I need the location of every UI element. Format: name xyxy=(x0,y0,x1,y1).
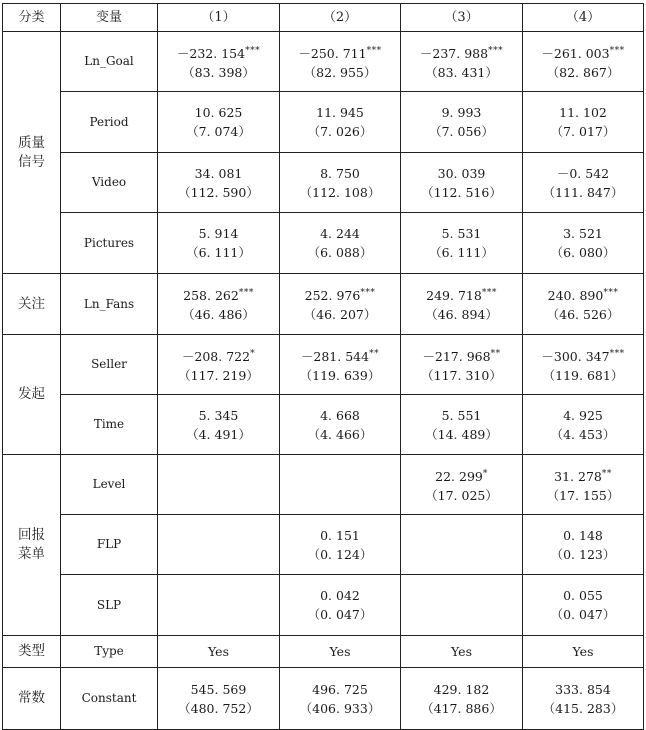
std-error: （82. 867） xyxy=(546,64,620,80)
cell-value xyxy=(158,274,280,335)
cell-value: Yes xyxy=(158,636,280,668)
coef: －208. 722 xyxy=(181,348,251,364)
cell-value xyxy=(280,668,401,730)
coef: －281. 544 xyxy=(300,348,370,364)
cell-value xyxy=(523,213,644,274)
cell-value xyxy=(158,335,280,395)
cell-empty xyxy=(158,575,280,636)
coef: 496. 725 xyxy=(312,681,368,697)
cell-value xyxy=(280,395,401,455)
cell-empty xyxy=(158,455,280,515)
coef: 30. 039 xyxy=(437,165,486,181)
variable-name: Level xyxy=(61,455,158,515)
std-error: （46. 894） xyxy=(425,307,498,322)
std-error: （0. 123） xyxy=(550,546,616,562)
cell-value xyxy=(280,32,401,92)
table-row xyxy=(3,335,644,395)
sig-stars: * xyxy=(482,468,488,479)
cell-value xyxy=(523,455,644,515)
std-error: （6. 088） xyxy=(307,245,373,260)
std-error: （480. 752） xyxy=(178,700,259,716)
header-category: 分类 xyxy=(3,4,61,32)
std-error: （4. 453） xyxy=(550,426,616,442)
variable-name: Pictures xyxy=(61,213,158,274)
category-label: 回报菜单 xyxy=(18,527,45,562)
variable-name: Ln_Goal xyxy=(61,32,158,92)
coef: 4. 244 xyxy=(320,226,360,241)
sig-stars: * xyxy=(250,348,256,359)
sig-stars: *** xyxy=(238,288,254,298)
coef: 31. 278 xyxy=(554,468,602,484)
cell-value xyxy=(280,213,401,274)
header-col1: （1） xyxy=(158,4,280,32)
cell-value xyxy=(523,92,644,153)
coef: 0. 148 xyxy=(563,527,603,543)
sig-stars: ** xyxy=(369,348,380,359)
std-error: （0. 047） xyxy=(307,607,373,622)
cell-value xyxy=(401,668,523,730)
std-error: （4. 466） xyxy=(307,426,373,442)
category-quality-signal xyxy=(3,32,61,274)
sig-stars: *** xyxy=(609,348,625,359)
coef: 429. 182 xyxy=(433,681,490,697)
cell-empty xyxy=(280,455,401,515)
std-error: （112. 590） xyxy=(178,184,259,200)
std-error: （6. 080） xyxy=(550,245,616,260)
std-error: （415. 283） xyxy=(542,700,624,716)
coef: －0. 542 xyxy=(556,165,610,181)
coef: －261. 003 xyxy=(541,45,610,61)
coef: 11. 945 xyxy=(316,105,364,120)
cell-value xyxy=(401,335,523,395)
coef: －217. 968 xyxy=(422,348,491,364)
coef: 9. 993 xyxy=(441,105,482,120)
coef: 3. 521 xyxy=(563,226,603,241)
category-initiator: 发起 xyxy=(3,335,61,455)
table-row xyxy=(3,668,644,730)
cell-value xyxy=(401,153,523,213)
cell-value xyxy=(401,32,523,92)
std-error: （46. 486） xyxy=(182,307,255,322)
std-error: （0. 124） xyxy=(307,546,373,562)
std-error: （17. 025） xyxy=(425,487,498,503)
cell-value: Yes xyxy=(401,636,523,668)
std-error: （83. 431） xyxy=(425,64,498,80)
variable-name: FLP xyxy=(61,515,158,575)
std-error: （46. 207） xyxy=(303,307,377,322)
table-row xyxy=(3,575,644,636)
sig-stars: ** xyxy=(601,468,612,479)
sig-stars: *** xyxy=(245,45,261,56)
cell-value xyxy=(158,153,280,213)
variable-name: Video xyxy=(61,153,158,213)
std-error: （7. 017） xyxy=(550,124,616,139)
variable-name: Period xyxy=(61,92,158,153)
cell-value xyxy=(280,335,401,395)
cell-empty xyxy=(401,575,523,636)
std-error: （6. 111） xyxy=(429,245,494,260)
coef: －237. 988 xyxy=(419,45,489,61)
coef: 8. 750 xyxy=(320,165,360,181)
cell-value xyxy=(280,92,401,153)
cell-value xyxy=(523,395,644,455)
coef: 252. 976 xyxy=(304,288,361,303)
cell-value xyxy=(523,335,644,395)
coef: 5. 531 xyxy=(441,226,482,241)
cell-value xyxy=(280,274,401,335)
cell-value xyxy=(158,92,280,153)
std-error: （111. 847） xyxy=(542,184,624,200)
cell-value xyxy=(523,515,644,575)
std-error: （406. 933） xyxy=(299,700,381,716)
header-variable: 变量 xyxy=(61,4,158,32)
coef: －300. 347 xyxy=(541,348,610,364)
std-error: （6. 111） xyxy=(186,245,251,260)
coef: －232. 154 xyxy=(176,45,246,61)
cell-value xyxy=(158,668,280,730)
coef: －250. 711 xyxy=(298,45,367,61)
std-error: （83. 398） xyxy=(182,64,255,80)
coef: 258. 262 xyxy=(183,288,239,303)
cell-value xyxy=(401,395,523,455)
coef: 0. 151 xyxy=(320,527,360,543)
sig-stars: *** xyxy=(481,288,497,298)
cell-value xyxy=(401,274,523,335)
coef: 4. 925 xyxy=(563,407,603,423)
table-row xyxy=(3,153,644,213)
std-error: （17. 155） xyxy=(546,487,620,503)
std-error: （119. 681） xyxy=(542,367,624,383)
cell-empty xyxy=(158,515,280,575)
header-col3: （3） xyxy=(401,4,523,32)
variable-name: Type xyxy=(61,636,158,668)
variable-name: Seller xyxy=(61,335,158,395)
std-error: （0. 047） xyxy=(550,607,616,622)
coef: 11. 102 xyxy=(559,105,607,120)
variable-name: Ln_Fans xyxy=(61,274,158,335)
std-error: （4. 491） xyxy=(186,426,251,442)
cell-value xyxy=(158,395,280,455)
coef: 10. 625 xyxy=(194,105,243,120)
coef: 0. 042 xyxy=(320,588,360,603)
header-col2: （2） xyxy=(280,4,401,32)
cell-value xyxy=(523,32,644,92)
regression-table xyxy=(2,3,644,730)
coef: 4. 668 xyxy=(320,407,360,423)
header-row xyxy=(3,4,644,32)
coef: 0. 055 xyxy=(563,588,603,603)
coef: 240. 890 xyxy=(547,288,604,303)
sig-stars: *** xyxy=(360,288,376,298)
category-label: 质量信号 xyxy=(18,134,45,170)
coef: 545. 569 xyxy=(190,681,247,697)
cell-value xyxy=(158,213,280,274)
cell-value xyxy=(523,575,644,636)
std-error: （7. 056） xyxy=(429,124,494,139)
coef: 34. 081 xyxy=(194,165,243,181)
cell-value xyxy=(280,575,401,636)
coef: 5. 914 xyxy=(198,226,239,241)
variable-name: Constant xyxy=(61,668,158,730)
table-row xyxy=(3,455,644,515)
std-error: （46. 526） xyxy=(546,307,620,322)
cell-value xyxy=(158,32,280,92)
category-reward-menu xyxy=(3,455,61,636)
std-error: （417. 886） xyxy=(421,700,502,716)
cell-value xyxy=(523,668,644,730)
table-row xyxy=(3,274,644,335)
coef: 249. 718 xyxy=(426,288,482,303)
std-error: （7. 074） xyxy=(186,124,251,139)
cell-value xyxy=(401,455,523,515)
coef: 22. 299 xyxy=(435,468,483,484)
category-constant: 常数 xyxy=(3,668,61,730)
coef: 5. 345 xyxy=(198,407,239,423)
cell-value: Yes xyxy=(523,636,644,668)
table-row xyxy=(3,515,644,575)
std-error: （112. 108） xyxy=(299,184,381,200)
std-error: （14. 489） xyxy=(425,426,498,442)
table-row xyxy=(3,636,644,668)
coef: 5. 551 xyxy=(441,407,482,423)
std-error: （7. 026） xyxy=(307,124,373,139)
std-error: （117. 219） xyxy=(178,367,259,383)
std-error: （112. 516） xyxy=(421,184,502,200)
cell-value: Yes xyxy=(280,636,401,668)
std-error: （82. 955） xyxy=(303,64,377,80)
table-row xyxy=(3,395,644,455)
coef: 333. 854 xyxy=(555,681,611,697)
sig-stars: ** xyxy=(490,348,501,359)
cell-value xyxy=(401,92,523,153)
cell-value xyxy=(280,515,401,575)
sig-stars: *** xyxy=(603,288,619,298)
cell-value xyxy=(523,274,644,335)
category-type: 类型 xyxy=(3,636,61,668)
table-row xyxy=(3,213,644,274)
table-row xyxy=(3,92,644,153)
std-error: （119. 639） xyxy=(299,367,381,383)
sig-stars: *** xyxy=(488,45,504,56)
header-col4: （4） xyxy=(523,4,644,32)
category-follow: 关注 xyxy=(3,274,61,335)
cell-value xyxy=(401,213,523,274)
cell-value xyxy=(523,153,644,213)
variable-name: Time xyxy=(61,395,158,455)
std-error: （117. 310） xyxy=(421,367,502,383)
cell-empty xyxy=(401,515,523,575)
sig-stars: *** xyxy=(609,45,625,56)
table-row xyxy=(3,32,644,92)
cell-value xyxy=(280,153,401,213)
variable-name: SLP xyxy=(61,575,158,636)
sig-stars: *** xyxy=(366,45,382,56)
